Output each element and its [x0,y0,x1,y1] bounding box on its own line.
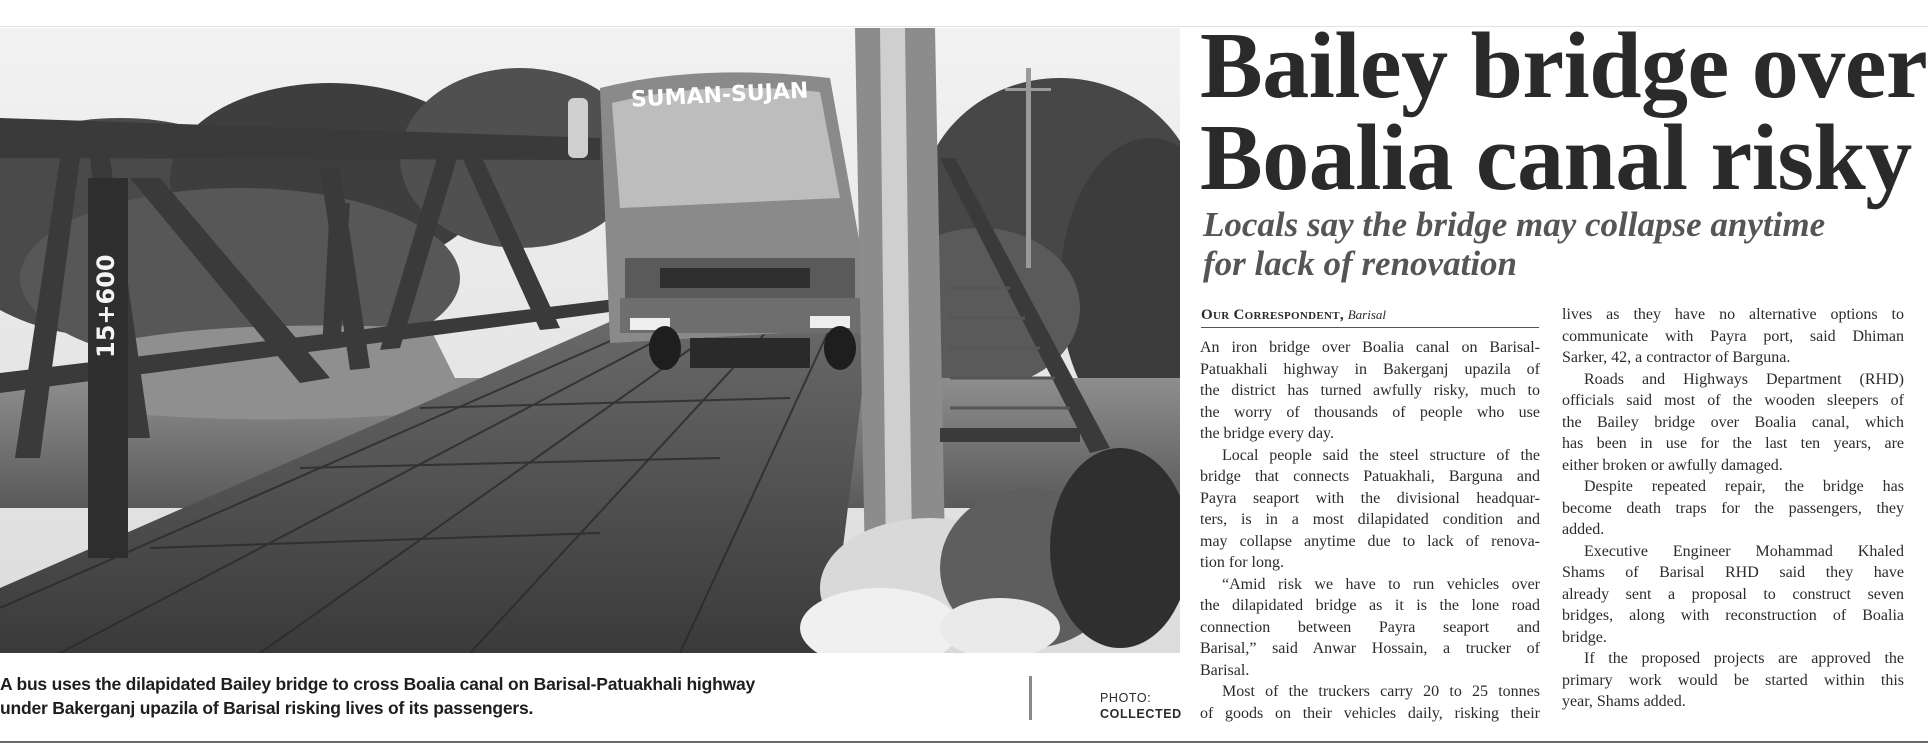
paragraph [1200,445,1540,574]
paragraph [1200,337,1540,445]
paragraph [1562,304,1904,369]
paragraph [1562,541,1904,649]
text-line: bridge that connects Patuakhali, Barguna and [1200,468,1540,485]
byline-place: Barisal [1347,307,1387,322]
photo-caption [0,672,790,720]
text-line: the dilapidated bridge as it is the lone road [1200,597,1540,614]
photo-credit [1100,690,1182,722]
caption-line: A bus uses the dilapidated Bailey bridge to cross Boalia canal on Barisal-Patuakhali highway [0,674,756,694]
paragraph [1562,369,1904,477]
text-line: the district has turned awfully risky, much to [1200,382,1540,399]
text-line: communicate with Payra port, said Dhiman [1562,327,1904,345]
text-line: Payra seaport with the divisional headquar- [1200,489,1540,507]
text-line: year, Shams added. [1562,693,1686,710]
byline-author: Our Correspondent, [1201,307,1344,323]
subheadline [1203,205,1923,283]
subheadline-line: Locals say the bridge may collapse anytime [1203,205,1826,244]
article-column-2 [1562,304,1904,713]
headline-line: Boalia canal risky [1200,106,1912,210]
article-column-1 [1200,337,1540,724]
bottom-rule [0,741,1928,743]
paragraph [1562,648,1904,713]
photo-credit-source: COLLECTED [1100,707,1182,721]
news-photo [0,28,1180,653]
subheadline-line: for lack of renovation [1203,244,1518,283]
text-line: If the proposed projects are approved the [1584,650,1904,667]
paragraph [1200,574,1540,682]
post-marking: 15+600 [92,254,120,358]
text-line: ters, is in a most dilapidated condition and [1200,511,1540,528]
text-line: become death traps for the passengers, they [1562,499,1904,517]
headline [1200,14,1928,210]
text-line: officials said most of the wooden sleepers of [1562,392,1904,409]
text-line: Sarker, 42, a contractor of Barguna. [1562,349,1791,366]
caption-separator [1029,676,1032,720]
text-line: added. [1562,521,1605,538]
text-line: already sent a proposal to construct seven [1562,585,1904,603]
text-line: bridges, along with reconstruction of Boalia [1562,607,1904,624]
byline [1201,306,1539,328]
text-line: Barisal,” said Anwar Hossain, a trucker of [1200,640,1540,657]
text-line: the Bailey bridge over Boalia canal, which [1562,413,1904,431]
text-line: “Amid risk we have to run vehicles over [1222,575,1540,593]
text-line: has been in use for the last ten years, are [1562,435,1904,452]
text-line: Most of the truckers carry 20 to 25 tonnes [1222,683,1540,700]
text-line: primary work would be started within this [1562,671,1904,689]
text-line: may collapse anytime due to lack of renova- [1200,532,1540,550]
text-line: An iron bridge over Boalia canal on Barisal- [1200,339,1540,356]
bus-destination-sign: SUMAN-SUJAN [630,78,809,113]
text-line: Roads and Highways Department (RHD) [1584,370,1904,388]
text-line: of goods on their vehicles daily, risking their [1200,704,1540,722]
text-line: Executive Engineer Mohammad Khaled [1584,542,1904,560]
text-line: connection between Payra seaport and [1200,618,1540,636]
caption-line: under Bakerganj upazila of Barisal risking lives of its passengers. [0,698,534,718]
text-line: the bridge every day. [1200,425,1335,442]
text-line: Despite repeated repair, the bridge has [1584,478,1904,495]
text-line: Barisal. [1200,661,1250,679]
photo-credit-label: PHOTO: [1100,691,1152,705]
text-line: the worry of thousands of people who use [1200,403,1540,421]
headline-line: Bailey bridge over [1200,14,1928,118]
text-line: Shams of Barisal RHD said they have [1562,564,1904,581]
paragraph [1562,476,1904,541]
text-line: Local people said the steel structure of the [1222,446,1540,464]
paragraph [1200,681,1540,724]
bus [568,72,875,370]
text-line: either broken or awfully damaged. [1562,456,1783,474]
marked-post [88,178,128,558]
text-line: Patuakhali highway in Bakerganj upazila of [1200,360,1540,378]
text-line: bridge. [1562,628,1607,646]
text-line: lives as they have no alternative options to [1562,306,1904,323]
text-line: tion for long. [1200,554,1284,571]
